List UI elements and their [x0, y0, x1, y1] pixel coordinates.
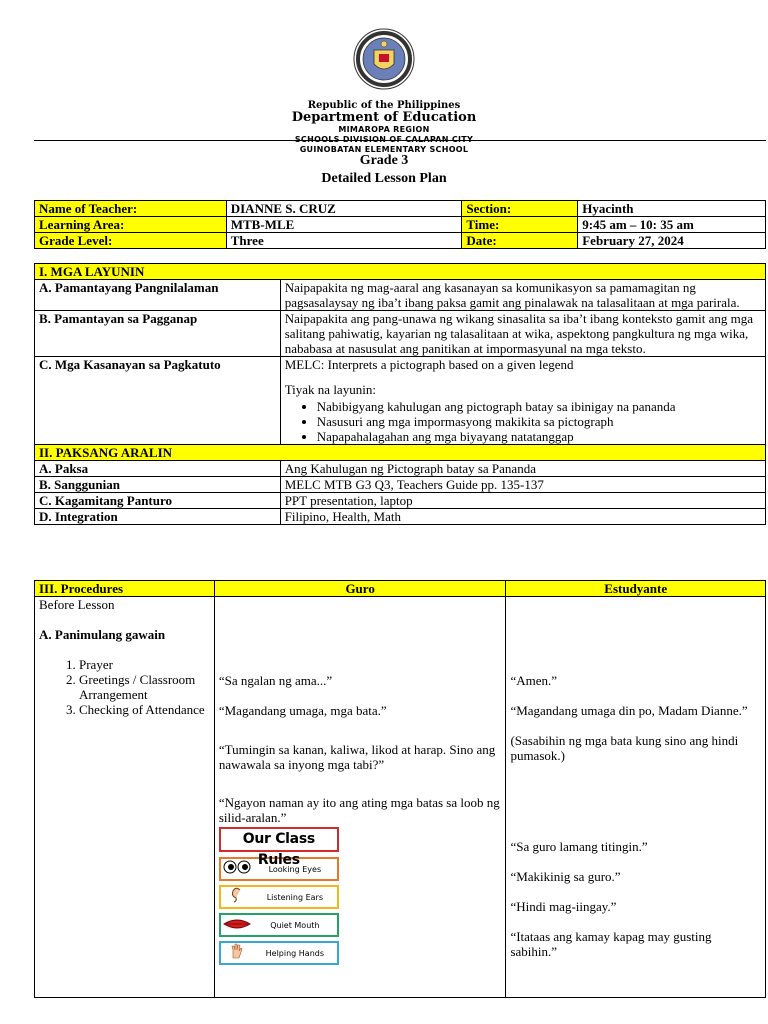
estudyante-line: “Sa guro lamang titingin.” [510, 839, 648, 854]
estudyante-line: “Magandang umaga din po, Madam Dianne.” [510, 703, 748, 718]
date-label: Date: [462, 233, 578, 249]
estudyante-header: Estudyante [506, 581, 766, 597]
republic-line: Republic of the Philippines [307, 100, 461, 111]
procedures-header: III. Procedures [35, 581, 215, 597]
layunin-c-cell [280, 357, 765, 445]
class-rules-image [219, 827, 339, 965]
guro-line: “Magandang umaga, mga bata.” [218, 703, 387, 718]
tiyak-label: Tiyak na layunin: [284, 382, 376, 397]
deped-seal-icon [353, 28, 415, 90]
list-item: • Nasusuri ang mga impormasyong makikita sa pictograph [317, 414, 761, 429]
teacher-label: Name of Teacher: [35, 201, 227, 217]
letterhead [0, 28, 768, 155]
steps-list [39, 657, 210, 717]
procedure-steps-cell [35, 597, 215, 998]
rule-listening-ears [219, 885, 339, 909]
layunin-b-text: Naipapakita ang pang-unawa ng wikang sinasalita sa iba’t ibang konteksto gamit ang mga salitang pahiwatig, kayarian ng talasalitaan at wika, aspektong pangkultura ng mga wika, nababasa at nasusulat ang panitikan at impormasyunal na mga teksto. [280, 311, 765, 357]
layunin-a-text: Naipapakita ng mag-aaral ang kasanayan sa komunikasyon sa pamamagitan ng pagsasalaysay ng iba’t ibang paksa gamit ang pinalawak na talasalitaan at mga parirala. [280, 280, 765, 311]
plan-title: Detailed Lesson Plan [321, 171, 447, 186]
list-item: • Nabibigyang kahulugan ang pictograph batay sa ibinigay na pananda [317, 399, 761, 414]
estudyante-line: “Hindi mag-iingay.” [510, 899, 617, 914]
class-rules-title: Our Class Rules [219, 827, 339, 852]
estudyante-cell [506, 597, 766, 998]
list-item: • Napapahalagahan ang mga biyayang natatanggap [317, 429, 761, 444]
panimula-label: A. Panimulang gawain [39, 627, 166, 642]
estudyante-line: “Makikinig sa guro.” [510, 869, 621, 884]
rule-helping-hands [219, 941, 339, 965]
level-label: Grade Level: [35, 233, 227, 249]
rule-label: Helping Hands [265, 948, 325, 958]
school-line: GUINOBATAN ELEMENTARY SCHOOL [299, 145, 469, 154]
estudyante-line: (Sasabihin ng mga bata kung sino ang hindi pumasok.) [510, 733, 739, 763]
time-value: 9:45 am – 10: 35 am [578, 217, 766, 233]
paksa-d-label: D. Integration [35, 509, 281, 525]
time-label: Time: [462, 217, 578, 233]
hand-icon [221, 943, 253, 963]
date-value: February 27, 2024 [578, 233, 766, 249]
list-item: 2. Greetings / Classroom Arrangement [79, 672, 210, 702]
estudyante-line: “Itataas ang kamay kapag may gusting sabihin.” [510, 929, 712, 959]
list-item: 1. Prayer [79, 657, 210, 672]
paksa-b-label: B. Sanggunian [35, 477, 281, 493]
guro-line: “Sa ngalan ng ama...” [218, 673, 333, 688]
rule-label: Looking Eyes [268, 864, 322, 874]
division-line: SCHOOLS DIVISION OF CALAPAN CITY [294, 135, 474, 144]
layunin-heading: I. MGA LAYUNIN [35, 264, 766, 280]
paksa-heading: II. PAKSANG ARALIN [35, 445, 766, 461]
eyes-icon [221, 860, 253, 878]
guro-cell [214, 597, 506, 998]
region-line: MIMAROPA REGION [338, 125, 430, 134]
layunin-c-label: C. Mga Kasanayan sa Pagkatuto [35, 357, 281, 445]
layunin-b-label: B. Pamantayan sa Pagganap [35, 311, 281, 357]
paksa-c-text: PPT presentation, laptop [280, 493, 765, 509]
section-label: Section: [462, 201, 578, 217]
mouth-icon [221, 918, 253, 933]
paksa-d-text: Filipino, Health, Math [280, 509, 765, 525]
estudyante-line: “Amen.” [510, 673, 557, 688]
rule-label: Quiet Mouth [270, 920, 320, 930]
area-label: Learning Area: [35, 217, 227, 233]
ear-icon [221, 887, 253, 907]
teacher-value: DIANNE S. CRUZ [226, 201, 462, 217]
guro-line: “Tumingin sa kanan, kaliwa, likod at harap. Sino ang nawawala sa inyong mga tabi?” [218, 742, 496, 772]
rule-quiet-mouth [219, 913, 339, 937]
guro-line: “Ngayon naman ay ito ang ating mga batas sa loob ng silid-aralan.” [218, 795, 500, 825]
paksa-a-label: A. Paksa [35, 461, 281, 477]
level-value: Three [226, 233, 462, 249]
document-title [0, 152, 768, 188]
info-table [34, 200, 766, 249]
guro-header: Guro [214, 581, 506, 597]
department-line: Department of Education [291, 110, 477, 125]
melc-text: MELC: Interprets a pictograph based on a given legend [284, 357, 574, 372]
paksa-a-text: Ang Kahulugan ng Pictograph batay sa Pananda [280, 461, 765, 477]
header-divider [34, 140, 766, 141]
before-lesson: Before Lesson [39, 597, 115, 612]
area-value: MTB-MLE [226, 217, 462, 233]
section-value: Hyacinth [578, 201, 766, 217]
objective-list [285, 399, 761, 444]
objectives-table [34, 263, 766, 525]
paksa-c-label: C. Kagamitang Panturo [35, 493, 281, 509]
rule-label: Listening Ears [266, 892, 323, 902]
layunin-a-label: A. Pamantayang Pangnilalaman [35, 280, 281, 311]
procedures-table [34, 580, 766, 998]
paksa-b-text: MELC MTB G3 Q3, Teachers Guide pp. 135-137 [280, 477, 765, 493]
list-item: 3. Checking of Attendance [79, 702, 210, 717]
grade-title: Grade 3 [359, 153, 409, 168]
rule-looking-eyes [219, 857, 339, 881]
